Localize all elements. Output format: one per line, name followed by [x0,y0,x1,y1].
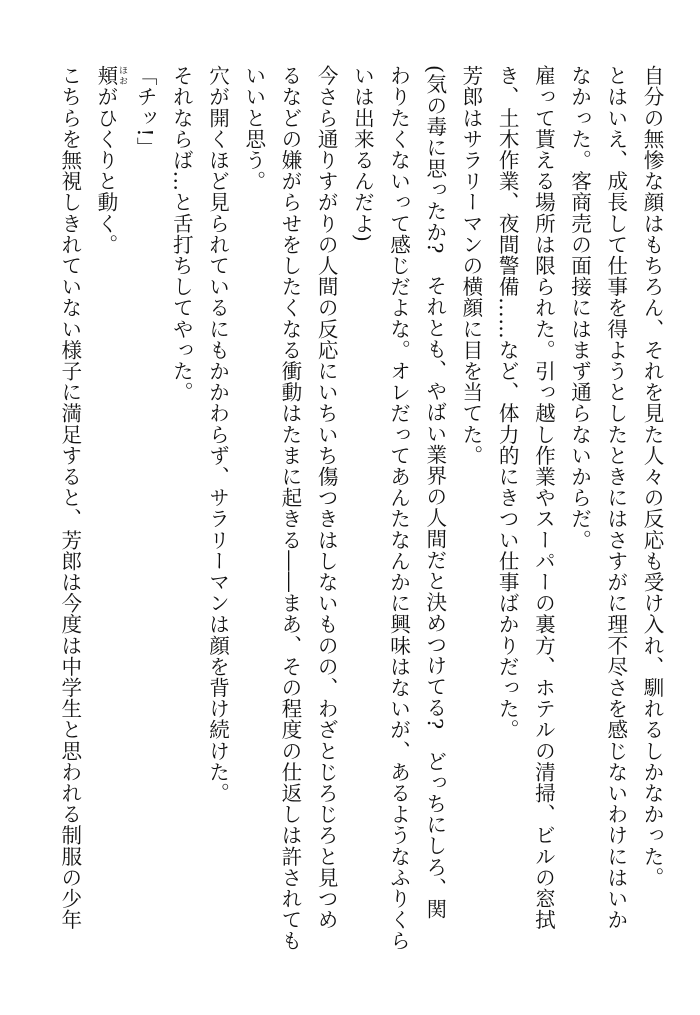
text-line-7: (気の毒に思ったか? それとも、やばい業界の人間だと決めつけてる? どっちにしろ、関 [422,65,447,920]
text-line-9: いは出来るんだよ) [350,65,375,243]
text-line-5: き、土木作業、夜間警備……など、体力的にきつい仕事ばかりだった。 [495,65,520,741]
text-line-16-ruby [88,65,127,965]
text-line-2: とはいえ、成長して仕事を得ようとしたときにはさすがに理不尽さを感じないわけにはいか [603,65,628,931]
text-line-12: いいと思う。 [241,65,266,192]
text-line-17: こちらを無視しきれていない様子に満足すると、芳郎は今度は中学生と思われる制服の少年 [57,65,82,931]
text-line-8: わりたくないって感じだよな。オレだってあんたなんかに興味はないが、あるようなふりくら [386,65,411,952]
text-line-13: 穴が開くほど見られているにもかかわらず、サラリーマンは顔を背け続けた。 [205,65,230,804]
ruby-base: 頬 [93,65,118,87]
ruby-reading: ほお [116,65,127,87]
text-line-15: 「チッ!」 [133,65,158,159]
ruby-line-rest: がひくりと動く。 [93,86,118,255]
text-line-14: それならば…と舌打ちしてやった。 [169,65,194,403]
text-line-4: 雇って貰える場所は限られた。引っ越し作業やスーパーの裏方、ホテルの清掃、ビルの窓拭 [531,65,556,931]
text-line-10: 今さら通りすがりの人間の反応にいちいち傷つきはしないものの、わざとじろじろと見つめ [314,65,339,931]
text-line-1: 自分の無惨な顔はもちろん、それを見た人々の反応も受け入れ、馴れるしかなかった。 [640,65,664,888]
text-line-6: 芳郎はサラリーマンの横顔に目を当てた。 [458,65,483,466]
text-line-11: るなどの嫌がらせをしたくなる衝動はたまに起きる――まあ、その程度の仕返しは許されても [277,65,302,952]
vertical-text-body [30,65,670,965]
text-line-3: なかった。客商売の面接にはまず通らないからだ。 [567,65,592,551]
ruby-word [93,65,127,87]
